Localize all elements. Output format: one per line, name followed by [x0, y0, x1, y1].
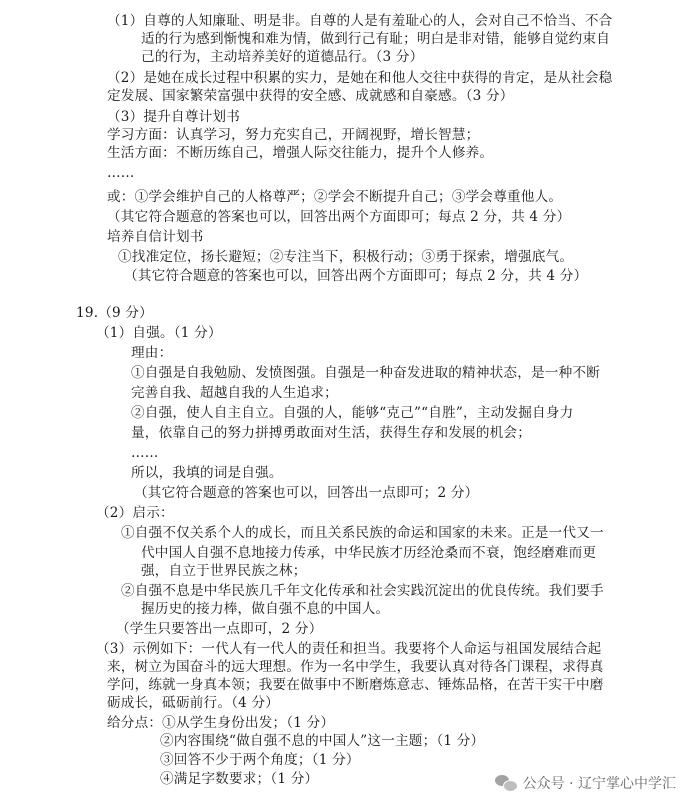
ellipsis: …… — [107, 165, 135, 181]
text-line: 所以，我填的词是自强。 — [131, 465, 283, 481]
watermark — [495, 773, 676, 793]
text-line: （3）示例如下：一代人有一代人的责任和担当。我要将个人命运与祖国发展结合起 — [96, 641, 602, 657]
text-line: 完善自我、超越自我的人生追求； — [131, 385, 338, 401]
text-line: （1）自尊的人知廉耻、明是非。自尊的人是有羞耻心的人，会对自己不恰当、不合 — [107, 13, 613, 29]
scoring-note: （其它符合题意的答案也可以，回答出一点即可；2 分） — [134, 485, 479, 501]
text-line: （1）自强。（1 分） — [96, 325, 222, 341]
text-line: ④满足字数要求；（1 分） — [160, 771, 319, 787]
text-line: 己的行为，主动培养美好的道德品行。（3 分） — [141, 49, 424, 65]
text-line: 给分点：①从学生身份出发；（1 分） — [107, 715, 335, 731]
text-line: 握历史的接力棒，做自强不息的中国人。 — [141, 601, 390, 617]
text-line: 来，树立为国奋斗的远大理想。作为一名中学生，我要认真对待各门课程，求得真 — [107, 659, 604, 675]
ellipsis: …… — [131, 445, 159, 461]
question-number: 19.（9 分） — [76, 305, 153, 321]
text-line: ③回答不少于两个角度；（1 分） — [160, 752, 360, 768]
text-line: ②自强不息是中华民族几千年文化传承和社会实践沉淀出的优良传统。我们要手 — [121, 583, 604, 599]
text-line: ②内容围绕“做自强不息的中国人”这一主题；（1 分） — [160, 733, 485, 749]
text-line: （2）是她在成长过程中积累的实力，是她在和他人交往中获得的肯定，是从社会稳 — [107, 70, 613, 86]
text-line: 或：①学会维护自己的人格尊严；②学会不断提升自己；③学会尊重他人。 — [107, 189, 563, 205]
scoring-note: （学生只要答出一点即可，2 分） — [116, 621, 323, 637]
watermark-text: 公众号 · 辽宁掌心中学汇 — [522, 776, 676, 792]
text-line: 适的行为感到惭愧和难为情，做到行己有耻；明白是非对错，能够自觉约束自 — [141, 31, 610, 47]
text-line: 强，自立于世界民族之林； — [141, 563, 307, 579]
text-line: 量，依靠自己的努力拼搏勇敢面对生活，获得生存和发展的机会； — [131, 425, 532, 441]
text-line: ①自强不仅关系个人的成长，而且关系民族的命运和国家的未来。正是一代又一 — [121, 525, 604, 541]
text-line: 生活方面：不断历练自己，增强人际交往能力，提升个人修养。 — [107, 145, 494, 161]
text-line: ①自强是自我勉励、发愤图强。自强是一种奋发进取的精神状态，是一种不断 — [131, 365, 600, 381]
text-line: 理由： — [131, 345, 173, 361]
wechat-icon — [495, 773, 517, 793]
text-line: 学问，练就一身真本领；我要在做事中不断磨炼意志、锤炼品格，在苦干实干中磨 — [107, 677, 604, 693]
text-line: 定发展、国家繁荣富强中获得的安全感、成就感和自豪感。（3 分） — [107, 88, 514, 104]
scoring-note: （其它符合题意的答案也可以，回答出两个方面即可；每点 2 分，共 4 分） — [124, 268, 588, 284]
scoring-note: （其它符合题意的答案也可以，回答出两个方面即可；每点 2 分，共 4 分） — [107, 209, 571, 225]
text-line: ①找准定位，扬长避短；②专注当下，积极行动；③勇于探索，增强底气。 — [118, 249, 574, 265]
text-line: 学习方面：认真学习，努力充实自己，开阔视野，增长智慧； — [107, 127, 480, 143]
text-line: 培养自信计划书 — [107, 229, 204, 245]
text-line: 砺成长，砥砺前行。（4 分） — [107, 695, 280, 711]
text-line: （3）提升自尊计划书 — [107, 109, 240, 125]
text-line: ②自强，使人自主自立。自强的人，能够“克己”“自胜”，主动发掘自身力 — [131, 405, 574, 421]
text-line: （2）启示： — [96, 505, 174, 521]
text-line: 代中国人自强不息地接力传承，中华民族才历经沧桑而不衰，饱经磨难而更 — [141, 545, 597, 561]
